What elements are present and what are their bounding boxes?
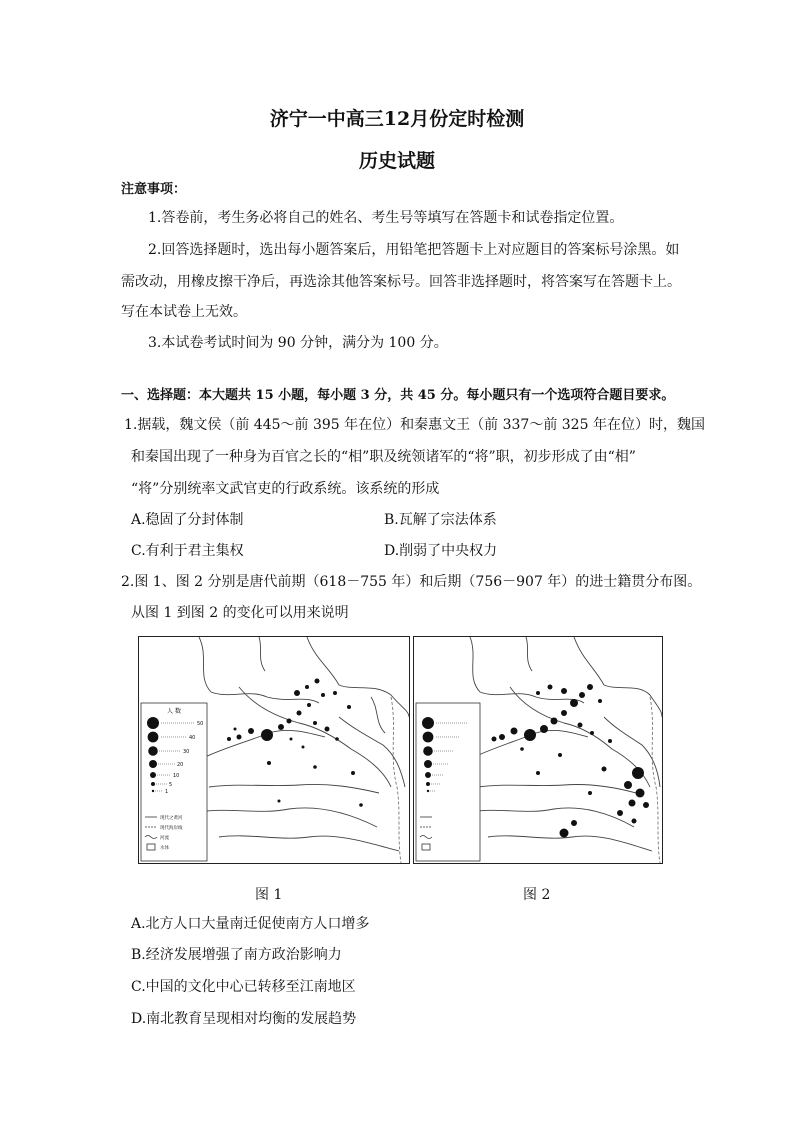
q1-stem-line-2: 和秦国出现了一种身为百官之长的“相”职及统领诸军的“将”职，初步形成了由“相” xyxy=(131,449,636,465)
q2-stem-line-2: 从图 1 到图 2 的变化可以用来说明 xyxy=(131,605,349,621)
legend-line-coastline: 现代海岸线 xyxy=(160,826,183,831)
page-title: 济宁一中高三12月份定时检测 xyxy=(269,108,525,130)
q2-stem-line-1: 2.图 1、图 2 分别是唐代前期（618－755 年）和后期（756－907 年）的进士籍贯分布图。 xyxy=(121,574,702,590)
map-1-drawing xyxy=(139,637,409,863)
notice-heading: 注意事项： xyxy=(121,182,187,197)
q1-stem-line-1: 1.据载，魏文侯（前 445～前 395 年在位）和秦惠文王（前 337～前 325 年在位）时，魏国 xyxy=(124,417,705,433)
notice-item-2-line-3: 写在本试卷上无效。 xyxy=(121,304,247,320)
section-heading: 一、选择题：本大题共 15 小题，每小题 3 分，共 45 分。每小题只有一个选项符合题目要求。 xyxy=(121,388,675,403)
legend-line-river: 河流 xyxy=(160,836,169,841)
legend-line-water: 水体 xyxy=(160,846,169,851)
legend-scale-50: 50 xyxy=(197,721,204,727)
figure-2-caption: 图 2 xyxy=(523,887,551,903)
q1-option-a[interactable]: A.稳固了分封体制 xyxy=(131,512,244,528)
legend-line-yellow-river: 现代之黄河 xyxy=(160,816,183,821)
map-1-legend xyxy=(141,703,207,861)
legend-scale-5: 5 xyxy=(169,782,173,788)
legend-scale-30: 30 xyxy=(183,749,190,755)
q2-option-b[interactable]: B.经济发展增强了南方政治影响力 xyxy=(131,947,342,963)
figure-1-caption: 图 1 xyxy=(255,887,283,903)
legend-scale-10: 10 xyxy=(173,773,180,779)
q2-option-a[interactable]: A.北方人口大量南迁促使南方人口增多 xyxy=(131,916,370,932)
notice-item-1: 1.答卷前，考生务必将自己的姓名、考生号等填写在答题卡和试卷指定位置。 xyxy=(148,210,624,226)
q1-option-b[interactable]: B.瓦解了宗法体系 xyxy=(384,512,497,528)
notice-item-2-line-2: 需改动，用橡皮擦干净后，再选涂其他答案标号。回答非选择题时，将答案写在答题卡上。 xyxy=(121,274,681,290)
legend-title: 人 数 xyxy=(167,708,181,715)
notice-item-3: 3.本试卷考试时间为 90 分钟，满分为 100 分。 xyxy=(148,335,448,351)
legend-scale-20: 20 xyxy=(177,762,184,768)
legend-scale-1: 1 xyxy=(165,789,169,795)
q1-option-c[interactable]: C.有利于君主集权 xyxy=(131,543,244,559)
legend-scale-40: 40 xyxy=(189,735,196,741)
page-subtitle: 历史试题 xyxy=(358,150,435,172)
notice-item-2-line-1: 2.回答选择题时，选出每小题答案后，用铅笔把答题卡上对应题目的答案标号涂黑。如 xyxy=(148,242,680,258)
q1-stem-line-3: “将”分别统率文武官吏的行政系统。该系统的形成 xyxy=(131,481,440,497)
figure-2-map xyxy=(413,636,663,864)
q2-option-c[interactable]: C.中国的文化中心已转移至江南地区 xyxy=(131,979,356,995)
map-2-drawing xyxy=(414,637,662,863)
figure-1-map xyxy=(138,636,410,864)
q1-option-d[interactable]: D.削弱了中央权力 xyxy=(384,543,498,559)
q2-option-d[interactable]: D.南北教育呈现相对均衡的发展趋势 xyxy=(131,1011,357,1027)
